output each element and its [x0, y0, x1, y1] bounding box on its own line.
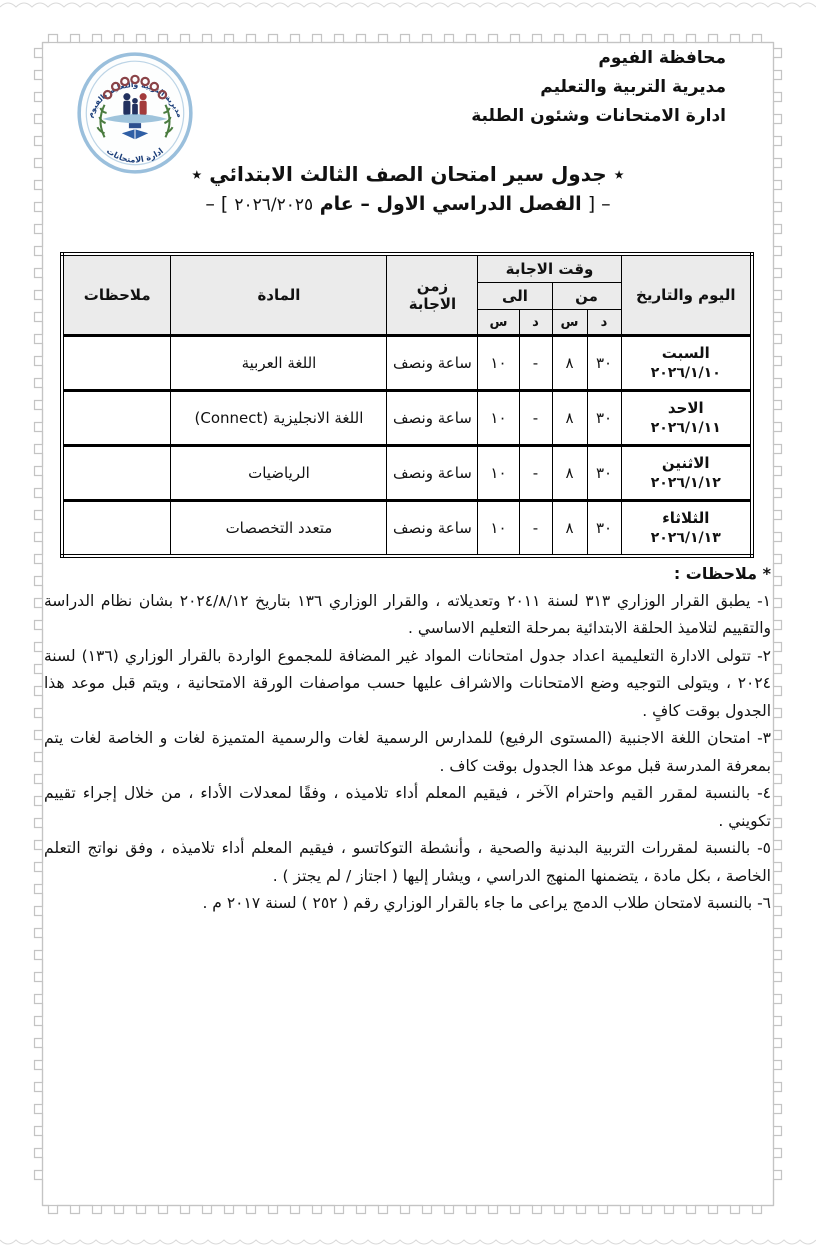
- org-header: [471, 44, 726, 131]
- notes-cell: [62, 446, 171, 501]
- col-header-from-minutes: د: [587, 310, 621, 336]
- org-line-governorate: محافظة الفيوم: [598, 48, 726, 68]
- note-item: ٥- بالنسبة لمقررات التربية البدنية والصحية ، وأنشطة التوكاتسو ، فيقيم المعلم أداء تلاميذه ، وفق نواتج التعلم الخاصة ، بكل مادة ، يتضمنها المنهج الدراسي ، ويشار إليها ( اجتاز / لم يجتز ) .: [44, 839, 771, 885]
- col-header-from-hours: س: [552, 310, 587, 336]
- pedestal-icon: [129, 123, 141, 128]
- subject-cell: متعدد التخصصات: [171, 501, 387, 557]
- day-date-cell: الثلاثاء ٢٠٢٦/١/١٣: [621, 501, 752, 557]
- subtitle-close-bracket: ] –: [205, 193, 235, 215]
- from-hours-cell: ٨: [552, 391, 587, 446]
- org-line-department: ادارة الامتحانات وشئون الطلبة: [471, 106, 726, 126]
- from-hours-cell: ٨: [552, 336, 587, 391]
- header-row-1: [62, 254, 752, 283]
- to-minutes-cell: -: [519, 391, 552, 446]
- subject-cell: اللغة الانجليزية (Connect): [171, 391, 387, 446]
- subtitle-year: ٢٠٢٦/٢٠٢٥: [234, 195, 314, 215]
- subject-cell: اللغة العربية: [171, 336, 387, 391]
- logo-bottom-text: ادارة الامتحانات: [104, 145, 166, 165]
- col-header-notes: ملاحظات: [62, 254, 171, 336]
- document-titles: [0, 162, 816, 215]
- day-date-cell: السبت ٢٠٢٦/١/١٠: [621, 336, 752, 391]
- day-date-cell: الاحد ٢٠٢٦/١/١١: [621, 391, 752, 446]
- col-header-to-minutes: د: [519, 310, 552, 336]
- note-item: ٤- بالنسبة لمقرر القيم واحترام الآخر ، فيقيم المعلم أداء تلاميذه ، وفقًا لمعدلات الأداء ، من خلال إجراء تقييم تكويني .: [44, 784, 771, 830]
- from-minutes-cell: ٣٠: [587, 446, 621, 501]
- from-hours-cell: ٨: [552, 501, 587, 557]
- from-hours-cell: ٨: [552, 446, 587, 501]
- to-hours-cell: ١٠: [478, 336, 519, 391]
- table-row: [62, 336, 752, 391]
- note-item: ٢- تتولى الادارة التعليمية اعداد جدول امتحانات المواد غير المضافة للمجموع الواردة بالقرار الوزاري (١٣٦) لسنة ٢٠٢٤ ، ويتولى التوجيه وضع الامتحانات والاشراف عليها حسب مواصفات الورقة الامتحانية ، ويتم قبل موعد هذا الجدول بوقت كافٍ .: [44, 646, 771, 720]
- notes-cell: [62, 391, 171, 446]
- notes-section: [44, 560, 771, 918]
- table-row: [62, 391, 752, 446]
- to-hours-cell: ١٠: [478, 391, 519, 446]
- col-header-from: من: [552, 283, 621, 310]
- page-title: ٭ جدول سير امتحان الصف الثالث الابتدائي ٭: [191, 162, 625, 186]
- from-minutes-cell: ٣٠: [587, 336, 621, 391]
- exam-schedule-table: [60, 252, 754, 558]
- to-minutes-cell: -: [519, 501, 552, 557]
- note-item: ٦- بالنسبة لامتحان طلاب الدمج يراعى ما جاء بالقرار الوزاري رقم ( ٢٥٢ ) لسنة ٢٠١٧ م .: [202, 894, 771, 912]
- from-minutes-cell: ٣٠: [587, 501, 621, 557]
- col-header-to: الى: [478, 283, 552, 310]
- duration-cell: ساعة ونصف: [387, 336, 478, 391]
- table-row: [62, 501, 752, 557]
- col-header-answer-time: وقت الاجابة: [478, 254, 621, 283]
- table-row: [62, 446, 752, 501]
- logo-top-text: مديرية التربية والتعليم بالفيوم: [85, 79, 185, 119]
- col-header-subject: المادة: [171, 254, 387, 336]
- note-item: ١- يطبق القرار الوزاري ٣١٣ لسنة ٢٠١١ وتعديلاته ، والقرار الوزاري ١٣٦ بتاريخ ٢٠٢٤/٨/١٢ بشان نظام الدراسة والتقييم لتلاميذ الحلقة الابتدائية بمرحلة التعليم الاساسي .: [44, 591, 771, 637]
- subject-cell: الرياضيات: [171, 446, 387, 501]
- exam-schedule: [60, 252, 754, 558]
- notes-cell: [62, 501, 171, 557]
- org-line-directorate: مديرية التربية والتعليم: [540, 77, 726, 97]
- col-header-duration: زمن الاجابة: [387, 254, 478, 336]
- col-header-to-hours: س: [478, 310, 519, 336]
- notes-cell: [62, 336, 171, 391]
- to-minutes-cell: -: [519, 336, 552, 391]
- to-hours-cell: ١٠: [478, 446, 519, 501]
- duration-cell: ساعة ونصف: [387, 446, 478, 501]
- col-header-day-date: اليوم والتاريخ: [621, 254, 752, 336]
- note-item: ٣- امتحان اللغة الاجنبية (المستوى الرفيع) للمدارس الرسمية لغات والرسمية المتميزة لغات و الخاصة لغات يتم بمعرفة المدرسة قبل موعد هذا الجدول بوقت كاف .: [44, 729, 771, 775]
- to-minutes-cell: -: [519, 446, 552, 501]
- notes-heading: * ملاحظات :: [673, 564, 771, 583]
- duration-cell: ساعة ونصف: [387, 501, 478, 557]
- to-hours-cell: ١٠: [478, 501, 519, 557]
- subtitle-text: الفصل الدراسي الاول – عام: [313, 193, 582, 215]
- subtitle-open-bracket: – [: [581, 193, 611, 215]
- day-date-cell: الاثنين ٢٠٢٦/١/١٢: [621, 446, 752, 501]
- page-subtitle: [0, 193, 816, 215]
- from-minutes-cell: ٣٠: [587, 391, 621, 446]
- duration-cell: ساعة ونصف: [387, 391, 478, 446]
